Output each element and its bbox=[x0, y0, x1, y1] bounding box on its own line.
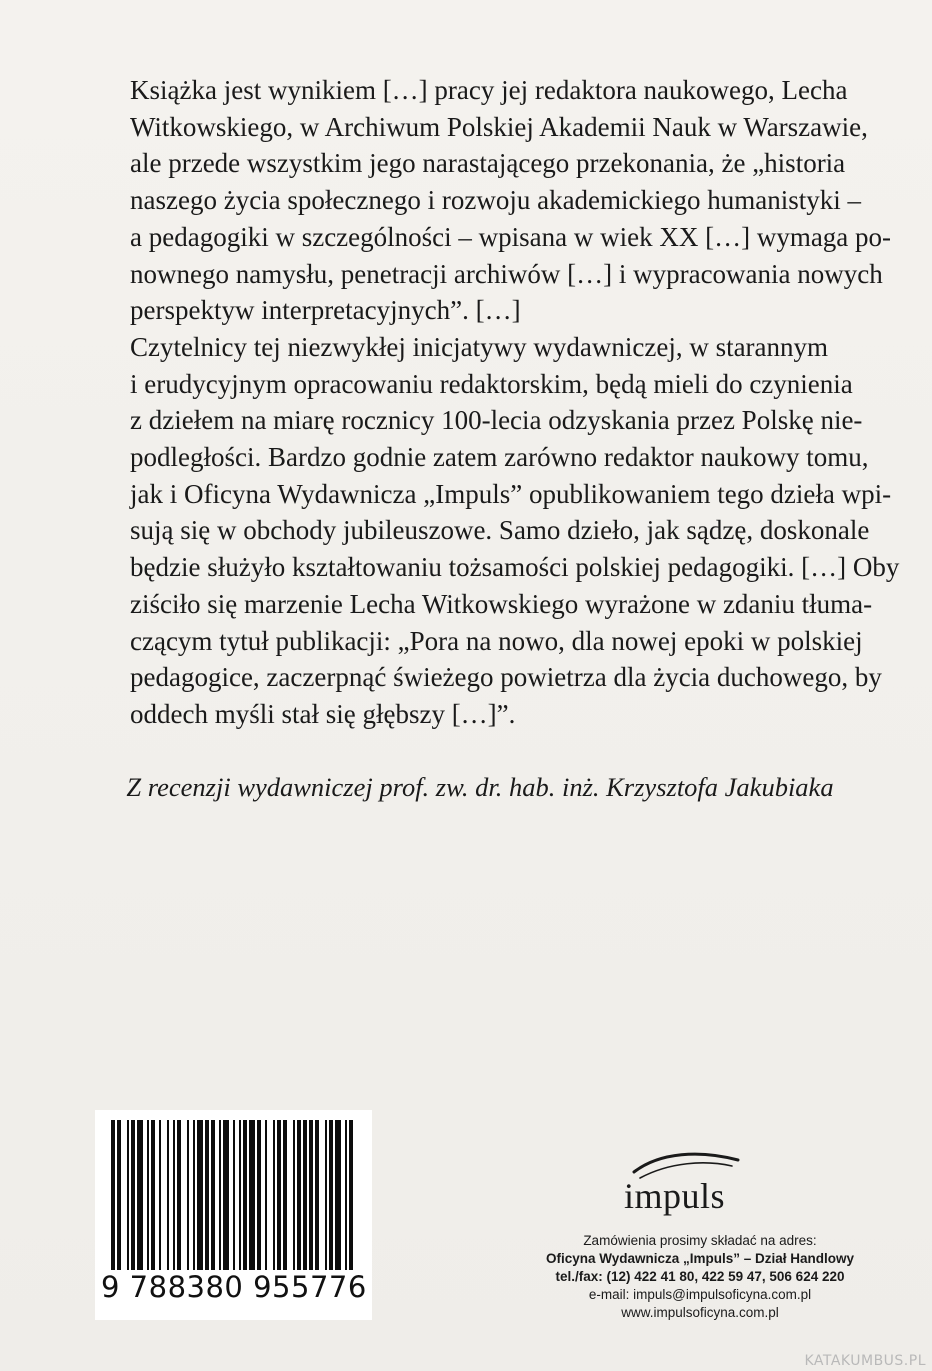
barcode-bar bbox=[219, 1120, 221, 1270]
text-line: Książka jest wynikiem […] pracy jej redaktora naukowego, Lecha bbox=[130, 75, 848, 105]
text-line: jak i Oficyna Wydawnicza „Impuls” opublikowaniem tego dzieła wpi- bbox=[130, 478, 892, 509]
text-line: oddech myśli stał się głębszy […]”. bbox=[130, 698, 516, 729]
text-line: Witkowskiego, w Archiwum Polskiej Akademii Nauk w Warszawie, bbox=[130, 111, 868, 142]
text-line: sują się w obchody jubileuszowe. Samo dzieło, jak sądzę, doskonale bbox=[130, 515, 870, 546]
paragraph-1 bbox=[94, 72, 892, 329]
text-line: będzie służyło kształtowaniu tożsamości polskiej pedagogiki. […] Oby bbox=[130, 552, 900, 583]
blurb-text bbox=[94, 72, 900, 733]
text-line: nownego namysłu, penetracji archiwów […] i wypracowania nowych bbox=[130, 258, 883, 289]
text-line: naszego życia społecznego i rozwoju akademickiego humanistyki – bbox=[130, 185, 862, 216]
barcode-bar bbox=[131, 1120, 135, 1270]
barcode-bar bbox=[325, 1120, 327, 1270]
barcode-bar bbox=[243, 1120, 247, 1270]
publisher-email: e-mail: impuls@impulsoficyna.com.pl bbox=[588, 1287, 812, 1302]
publisher-phone: tel./fax: (12) 422 41 80, 422 59 47, 506 624 220 bbox=[555, 1269, 845, 1284]
text-line: czącym tytuł publikacji: „Pora na nowo, dla nowej epoki w polskiej bbox=[130, 625, 863, 656]
barcode-bar bbox=[239, 1120, 241, 1270]
barcode-bar bbox=[329, 1120, 333, 1270]
barcode-bar bbox=[147, 1120, 149, 1270]
text-line: z dziełem na miarę rocznicy 100-lecia odzyskania przez Polskę nie- bbox=[130, 405, 863, 436]
text-line: Czytelnicy tej niezwykłej inicjatywy wydawniczej, w starannym bbox=[130, 331, 829, 362]
barcode-bar bbox=[349, 1120, 353, 1270]
text-line: ale przede wszystkim jego narastającego przekonania, że „historia bbox=[130, 148, 846, 179]
orders-intro: Zamówienia prosimy składać na adres: bbox=[583, 1233, 817, 1248]
barcode-bar bbox=[249, 1120, 255, 1270]
publisher-contact bbox=[500, 1232, 900, 1322]
barcode-bar bbox=[335, 1120, 341, 1270]
barcode-bar bbox=[277, 1120, 281, 1270]
barcode-bar bbox=[111, 1120, 115, 1270]
barcode-bar bbox=[173, 1120, 175, 1270]
text-line: ziściło się marzenie Lecha Witkowskiego wyrażone w zdaniu tłuma- bbox=[130, 588, 873, 619]
impuls-logo: impuls bbox=[624, 1176, 726, 1216]
text-line: podległości. Bardzo godnie zatem zarówno redaktor naukowy tomu, bbox=[130, 442, 869, 473]
isbn-number: 9 788380 955776 bbox=[101, 1270, 367, 1304]
barcode-bar bbox=[159, 1120, 161, 1270]
barcode-bar bbox=[137, 1120, 143, 1270]
text-line: perspektyw interpretacyjnych”. […] bbox=[130, 295, 521, 326]
barcode-bar bbox=[177, 1120, 181, 1270]
barcode-bar bbox=[233, 1120, 235, 1270]
barcode-bar bbox=[167, 1120, 169, 1270]
barcode-bar bbox=[297, 1120, 301, 1270]
barcode-bar bbox=[151, 1120, 155, 1270]
barcode-bar bbox=[187, 1120, 189, 1270]
site-watermark: KATAKUMBUS.PL bbox=[804, 1353, 926, 1369]
barcode-bar bbox=[117, 1120, 121, 1270]
barcode-bar bbox=[315, 1120, 319, 1270]
review-attribution: Z recenzji wydawniczej prof. zw. dr. hab. inż. Krzysztofa Jakubiaka bbox=[126, 772, 834, 802]
barcode-bar bbox=[205, 1120, 209, 1270]
barcode-bar bbox=[283, 1120, 287, 1270]
barcode-bar bbox=[273, 1120, 275, 1270]
text-line: i erudycyjnym opracowaniu redaktorskim, będą mieli do czynienia bbox=[130, 368, 853, 399]
barcode-bar bbox=[265, 1120, 267, 1270]
barcode-bar bbox=[293, 1120, 295, 1270]
isbn-barcode bbox=[95, 1110, 372, 1320]
barcode-bar bbox=[197, 1120, 203, 1270]
barcode-bar bbox=[257, 1120, 261, 1270]
barcode-bar bbox=[127, 1120, 129, 1270]
publisher-name: Oficyna Wydawnicza „Impuls” – Dział Handlowy bbox=[545, 1251, 855, 1266]
barcode-bar bbox=[309, 1120, 313, 1270]
barcode-bar bbox=[223, 1120, 229, 1270]
paragraph-2 bbox=[94, 329, 900, 733]
publisher-website: www.impulsoficyna.com.pl bbox=[621, 1305, 779, 1320]
text-line: pedagogice, zaczerpnąć świeżego powietrza dla życia duchowego, by bbox=[130, 662, 882, 693]
barcode-bar bbox=[211, 1120, 215, 1270]
barcode-bar bbox=[303, 1120, 307, 1270]
barcode-bar bbox=[193, 1120, 195, 1270]
text-line: a pedagogiki w szczególności – wpisana w wiek XX […] wymaga po- bbox=[130, 221, 892, 252]
barcode-bar bbox=[345, 1120, 347, 1270]
